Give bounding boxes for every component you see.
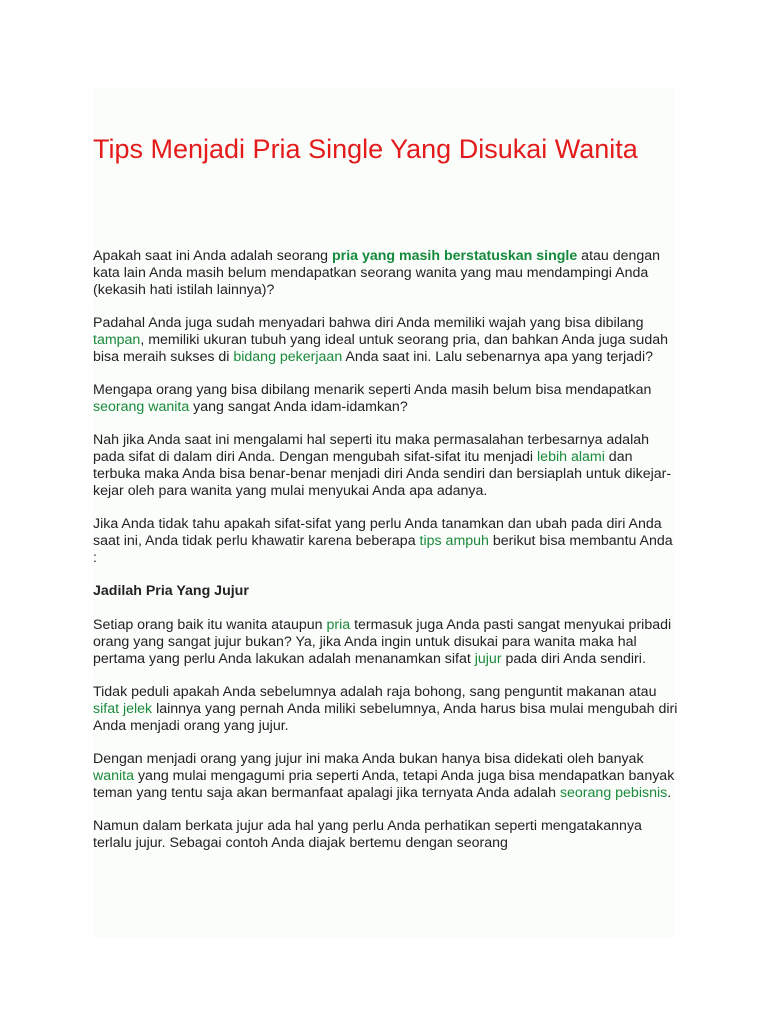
paragraph-1 <box>93 248 678 299</box>
link-pria[interactable]: pria <box>326 617 351 633</box>
link-bidang-pekerjaan[interactable]: bidang pekerjaan <box>233 349 343 365</box>
paragraph-2 <box>93 315 678 366</box>
link-seorang-wanita[interactable]: seorang wanita <box>93 399 190 415</box>
section-heading: Jadilah Pria Yang Jujur <box>93 583 249 599</box>
paragraph-7 <box>93 684 678 735</box>
text: berikut bisa membantu Anda : <box>93 533 673 566</box>
paragraph-5 <box>93 516 678 567</box>
text: Tidak peduli apakah Anda sebelumnya adalah raja bohong, sang penguntit makanan atau <box>93 684 657 700</box>
paragraph-9 <box>93 818 678 852</box>
text: Namun dalam berkata jujur ada hal yang perlu Anda perhatikan seperti mengatakannya terlalu jujur. Sebagai contoh Anda diajak bertemu dengan seorang <box>93 818 642 851</box>
link-seorang-pebisnis[interactable]: seorang pebisnis <box>559 785 668 801</box>
link-tampan[interactable]: tampan <box>93 332 141 348</box>
text: Jika Anda tidak tahu apakah sifat-sifat yang perlu Anda tanamkan dan ubah pada diri Anda saat ini, Anda tidak perlu khawatir karena beberapa <box>93 516 662 549</box>
text: Dengan menjadi orang yang jujur ini maka Anda bukan hanya bisa didekati oleh banyak <box>93 751 644 767</box>
text: Anda saat ini. Lalu sebenarnya apa yang terjadi? <box>342 349 653 365</box>
text: Padahal Anda juga sudah menyadari bahwa diri Anda memiliki wajah yang bisa dibilang <box>93 315 644 331</box>
paragraph-8 <box>93 751 678 802</box>
paragraph-3 <box>93 382 678 416</box>
link-wanita[interactable]: wanita <box>93 768 135 784</box>
text: Apakah saat ini Anda adalah seorang <box>93 248 333 264</box>
link-tips-ampuh[interactable]: tips ampuh <box>419 533 489 549</box>
text: yang mulai mengagumi pria seperti Anda, tetapi Anda juga bisa mendapatkan banyak teman yang tentu saja akan bermanfaat apalagi jika ternyata Anda adalah <box>93 768 675 801</box>
text: Setiap orang baik itu wanita ataupun <box>93 617 327 633</box>
text: Mengapa orang yang bisa dibilang menarik seperti Anda masih belum bisa mendapatkan <box>93 382 652 398</box>
text: dan terbuka maka Anda bisa benar-benar menjadi diri Anda sendiri dan bersiaplah untuk dikejar-kejar oleh para wanita yang mulai menyukai Anda apa adanya. <box>93 449 672 499</box>
text: Nah jika Anda saat ini mengalami hal seperti itu maka permasalahan terbesarnya adalah pada sifat di dalam diri Anda. Dengan mengubah sifat-sifat itu menjadi <box>93 432 649 465</box>
text: atau dengan kata lain Anda masih belum mendapatkan seorang wanita yang mau mendampingi Anda (kekasih hati istilah lainnya)? <box>93 248 661 298</box>
text: lainnya yang pernah Anda miliki sebelumnya, Anda harus bisa mulai mengubah diri Anda menjadi orang yang jujur. <box>93 701 678 734</box>
text: . <box>667 785 672 801</box>
paragraph-6 <box>93 617 678 668</box>
article-title: Tips Menjadi Pria Single Yang Disukai Wanita <box>93 134 638 164</box>
link-jujur[interactable]: jujur <box>474 651 502 667</box>
text: pada diri Anda sendiri. <box>501 651 646 667</box>
text: termasuk juga Anda pasti sangat menyukai pribadi orang yang sangat jujur bukan? Ya, jika Anda ingin untuk disukai para wanita maka hal pertama yang perlu Anda lakukan adalah menanamkan sifat <box>93 617 672 667</box>
link-lebih-alami[interactable]: lebih alami <box>537 449 605 465</box>
text: yang sangat Anda idam-idamkan? <box>189 399 408 415</box>
article-body <box>93 248 678 868</box>
link-single-man[interactable]: pria yang masih berstatuskan single <box>332 248 578 264</box>
link-sifat-jelek[interactable]: sifat jelek <box>93 701 153 717</box>
paragraph-4 <box>93 432 678 500</box>
text: , memiliki ukuran tubuh yang ideal untuk seorang pria, dan bahkan Anda juga sudah bisa meraih sukses di <box>93 332 668 365</box>
